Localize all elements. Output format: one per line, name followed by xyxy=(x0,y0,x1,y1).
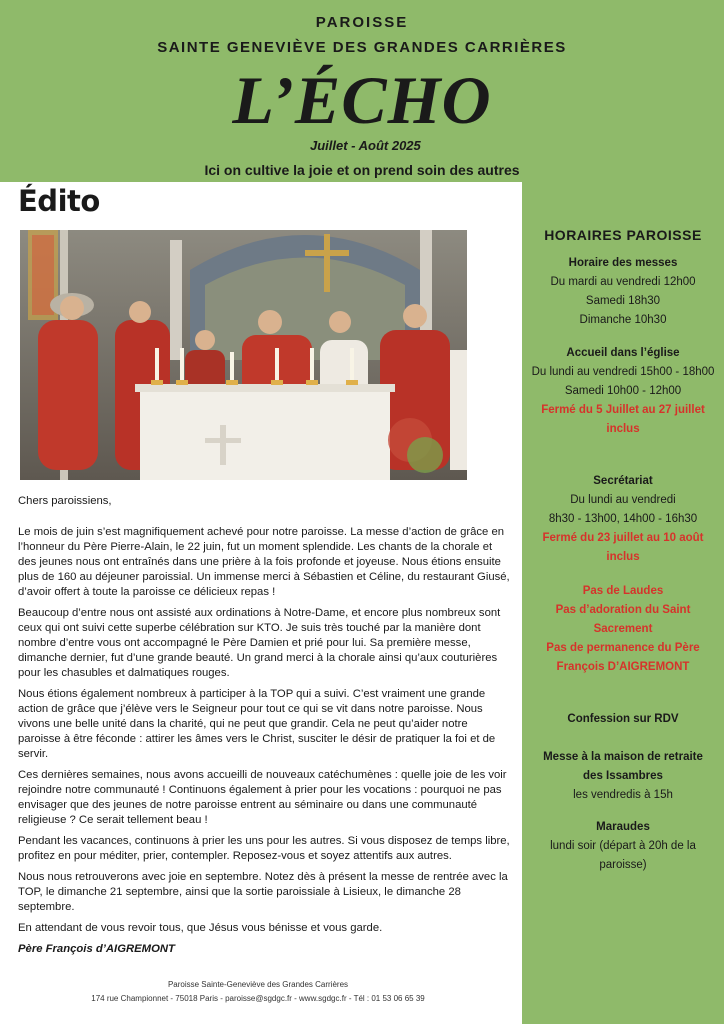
greeting: Chers paroissiens, xyxy=(18,495,112,507)
welcome-closed: Fermé du 5 Juillet au 27 juillet inclus xyxy=(541,404,705,435)
mass-photo xyxy=(20,230,467,480)
paragraph: Le mois de juin s’est magnifiquement achevé pour notre paroisse. La messe d’action de grâce en l’honneur du Père Pierre-Alain, le 22 juin, fut un moment splendide. Les chants de la chorale et des jeunes nous ont entraînés dans une prière à la fois profonde et joyeuse. Nous étions ensuite plus de 160 au déjeuner paroissial. Un immense merci à Sébastien et Céline, du restaurant Giusé, d’avoir offert à toute la paroisse ce délicieux repas ! xyxy=(18,526,510,598)
welcome-line: Samedi 10h00 - 12h00 xyxy=(564,385,682,397)
footer-parish: Paroisse Sainte-Geneviève des Grandes Carrières xyxy=(167,980,349,989)
confession-note: Confession sur RDV xyxy=(567,713,679,725)
retirement-block xyxy=(536,748,710,805)
signature: Père François d’AIGREMONT xyxy=(18,943,175,955)
masses-line: Samedi 18h30 xyxy=(585,295,661,307)
retirement-line: les vendredis à 15h xyxy=(573,789,673,801)
schedule-sidebar xyxy=(522,182,724,1024)
maraudes-block xyxy=(530,818,716,875)
parish-name: SAINTE GENEVIÈVE DES GRANDES CARRIÈRES xyxy=(157,39,567,56)
masses-block xyxy=(530,254,716,330)
header-banner xyxy=(0,0,724,182)
masses-line: Dimanche 10h30 xyxy=(579,314,667,326)
secretariat-block xyxy=(530,472,716,567)
notice: Pas d’adoration du Saint Sacrement xyxy=(555,604,691,635)
notice: Pas de permanence du Père François D’AIGREMONT xyxy=(546,642,700,673)
paragraph: Nous nous retrouverons avec joie en septembre. Notez dès à présent la messe de rentrée avec la TOP, le dimanche 21 septembre, ainsi que la sortie paroissiale à Lisieux, le dimanche 28 septembre. xyxy=(18,871,508,913)
sidebar-title: HORAIRES PAROISSE xyxy=(544,227,702,243)
paragraph: En attendant de vous revoir tous, que Jésus vous bénisse et vous garde. xyxy=(18,922,383,934)
welcome-heading: Accueil dans l’église xyxy=(566,347,680,359)
issue-date: Juillet - Août 2025 xyxy=(310,138,421,153)
notices-block xyxy=(536,582,710,677)
paragraph: Beaucoup d’entre nous ont assisté aux ordinations à Notre-Dame, et encore plus nombreux sont ceux qui ont suivi cette superbe célébration sur KTO. Je suis très touché par la manière dont nombre d’entre vous ont accompagné le Père Damien et prié pour lui. Sa première messe, dimanche dernier, fut d’une grande beauté. Un grand merci à la chorale ainsi qu’aux couturières pour les chasubles et dalmatiques rouges. xyxy=(18,607,501,679)
secretariat-line: Du lundi au vendredi xyxy=(570,494,676,506)
masses-line: Du mardi au vendredi 12h00 xyxy=(550,276,696,288)
welcome-line: Du lundi au vendredi 15h00 - 18h00 xyxy=(531,366,715,378)
newsletter-title: L’ÉCHO xyxy=(232,62,492,138)
paragraph: Pendant les vacances, continuons à prier les uns pour les autres. Si vous disposez de temps libre, profitez en pour méditer, prier, contempler. Reposez-vous et soyez attentifs aux autres. xyxy=(18,835,510,862)
retirement-heading: Messe à la maison de retraite des Issambres xyxy=(543,751,703,782)
paragraph: Ces dernières semaines, nous avons accueilli de nouveaux catéchumènes : quelle joie de les voir rejoindre notre communauté ! Continuons également à prier pour les vocations : pourquoi ne pas envisager que des jeunes de notre paroisse entrent au séminaire ou dans une communauté religieuse ? Ce serait tellement beau ! xyxy=(18,769,507,826)
paragraph: Nous étions également nombreux à participer à la TOP qui a suivi. C’est vraiment une grande action de grâce que j’élève vers le Seigneur pour tout ce qui se vit dans notre paroisse. Nous vivons une belle unité dans la charité, qui ne peut que grandir. Cela ne peut qu’aider notre paroisse à être féconde : attirer les âmes vers le Christ, susciter le désir de pratiquer la foi et de servir. xyxy=(18,688,496,760)
edito-body xyxy=(18,494,510,963)
maraudes-line: lundi soir (départ à 20h de la paroisse) xyxy=(550,840,696,871)
notice: Pas de Laudes xyxy=(582,585,664,597)
secretariat-line: 8h30 - 13h00, 14h00 - 16h30 xyxy=(548,513,698,525)
edito-heading: Édito xyxy=(18,184,100,218)
maraudes-heading: Maraudes xyxy=(596,821,650,833)
secretariat-heading: Secrétariat xyxy=(593,475,653,487)
masses-heading: Horaire des messes xyxy=(568,257,678,269)
footer-contact: 174 rue Championnet - 75018 Paris - paroisse@sgdgc.fr - www.sgdgc.fr - Tél : 01 53 06 65 39 xyxy=(91,994,425,1003)
parish-label: PAROISSE xyxy=(315,14,409,31)
motto: Ici on cultive la joie et on prend soin des autres xyxy=(204,162,520,178)
welcome-block xyxy=(530,344,716,439)
footer xyxy=(20,978,496,1006)
secretariat-closed: Fermé du 23 juillet au 10 août inclus xyxy=(542,532,704,563)
